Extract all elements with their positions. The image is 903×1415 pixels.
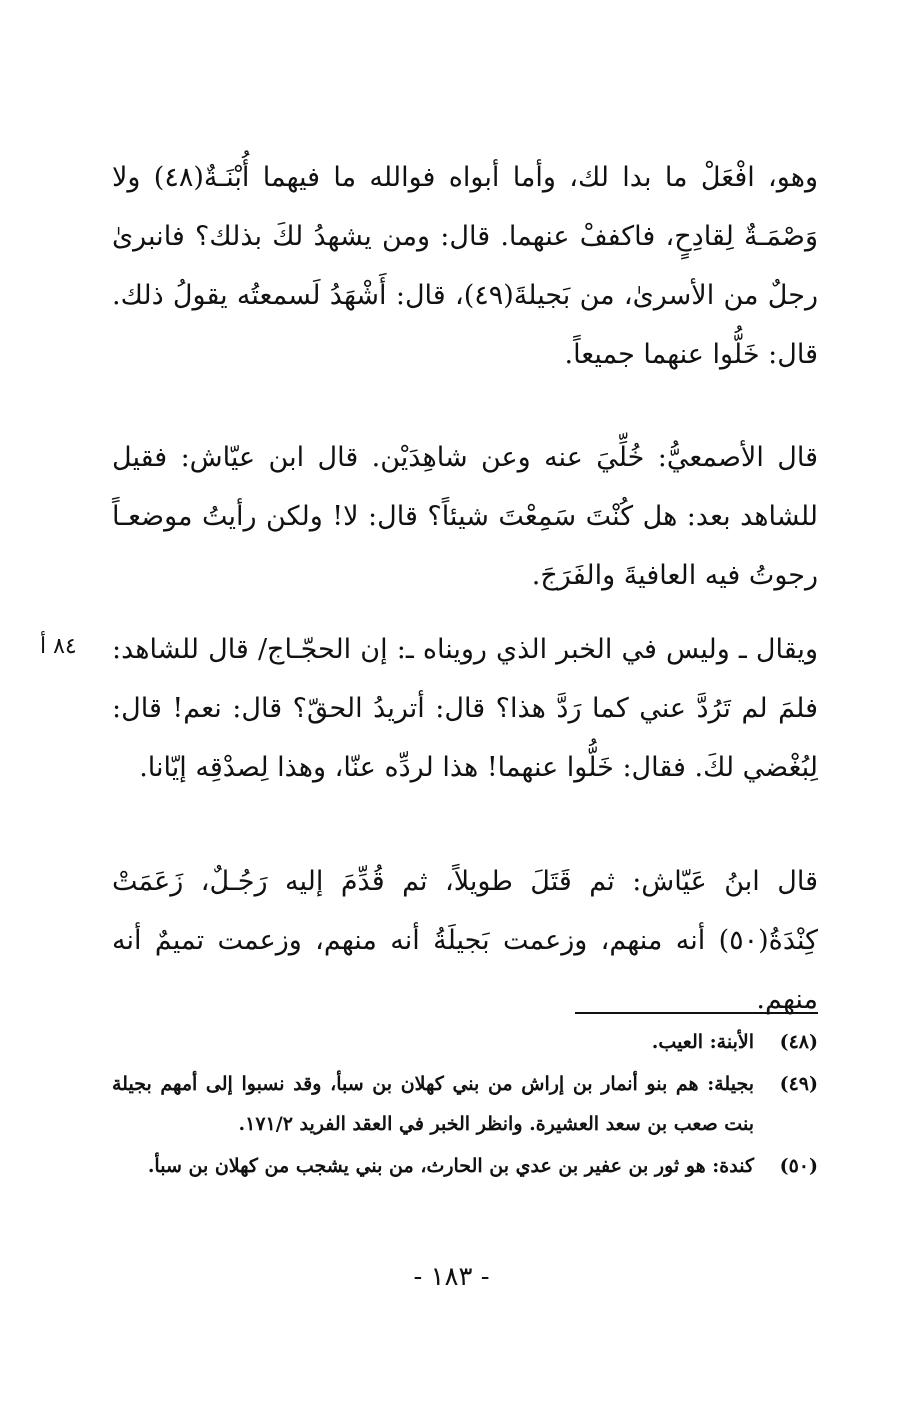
paragraph-3: ويقال ـ وليس في الخبر الذي رويناه ـ: إن الحجّـاج/ قال للشاهد: فلمَ لم تَرُدَّ عني كما رَدَّ هذا؟ قال: أتريدُ الحقّ؟ قال: نعم! قال: لِبُغْضي لكَ. فقال: خَلُّوا عنهما! هذا لردِّه عنّا، وهذا لِصدْقِه إيّانا. <box>112 634 818 783</box>
footnote-48 <box>112 1022 818 1062</box>
page-number: - ١٨٣ - <box>413 1262 490 1292</box>
footnote-number: (٤٩) <box>779 1073 818 1095</box>
footnotes <box>112 1022 818 1186</box>
footnote-number: (٥٠) <box>779 1155 818 1177</box>
footnote-text: كندة: هو ثور بن عفير بن عدي بن الحارث، من بني يشجب من كهلان بن سبأ. <box>147 1155 754 1177</box>
paragraph-4: قال ابنُ عَيّاش: ثم قَتَلَ طويلاً، ثم قُدِّمَ إليه رَجُـلٌ، زَعَمَتْ كِنْدَةُ(٥٠) أنه منهم، وزعمت بَجيلَةُ أنه منهم، وزعمت تميمٌ أنه منهم. <box>112 866 818 1015</box>
footnote-text: الأبنة: العيب. <box>651 1031 754 1053</box>
footnote-number: (٤٨) <box>779 1031 818 1053</box>
footnote-text: بجيلة: هم بنو أنمار بن إراش من بني كهلان بن سبأ، وقد نسبوا إلى أمهم بجيلة بنت صعب بن سعد العشيرة. وانظر الخبر في العقد الفريد ١٧١/٢. <box>112 1073 754 1135</box>
footnote-separator <box>575 1012 818 1014</box>
paragraph-2: قال الأصمعيُّ: خُلِّيَ عنه وعن شاهِدَيْن. قال ابن عيّاش: فقيل للشاهد بعد: هل كُنْتَ سَمِعْتَ شيئاً؟ قال: لا! ولكن رأيتُ موضعـاً رجوتُ فيه العافيةَ والفَرَجَ. <box>112 442 818 591</box>
footnote-49 <box>112 1064 818 1144</box>
footnote-50 <box>112 1146 818 1186</box>
manuscript-folio-marker: ٨٤ أ <box>40 634 77 659</box>
paragraph-1: وهو، افْعَلْ ما بدا لك، وأما أبواه فوالله ما فيهما أُبْنَـةٌ(٤٨) ولا وَصْمَـةٌ لِقادِحٍ، فاكففْ عنهما. قال: ومن يشهدُ لكَ بذلك؟ فانبرىٰ رجلٌ من الأسرىٰ، من بَجيلةَ(٤٩)، قال: أَشْهَدُ لَسمعتُه يقولُ ذلك. قال: خَلُّوا عنهما جميعاً. <box>112 162 818 370</box>
